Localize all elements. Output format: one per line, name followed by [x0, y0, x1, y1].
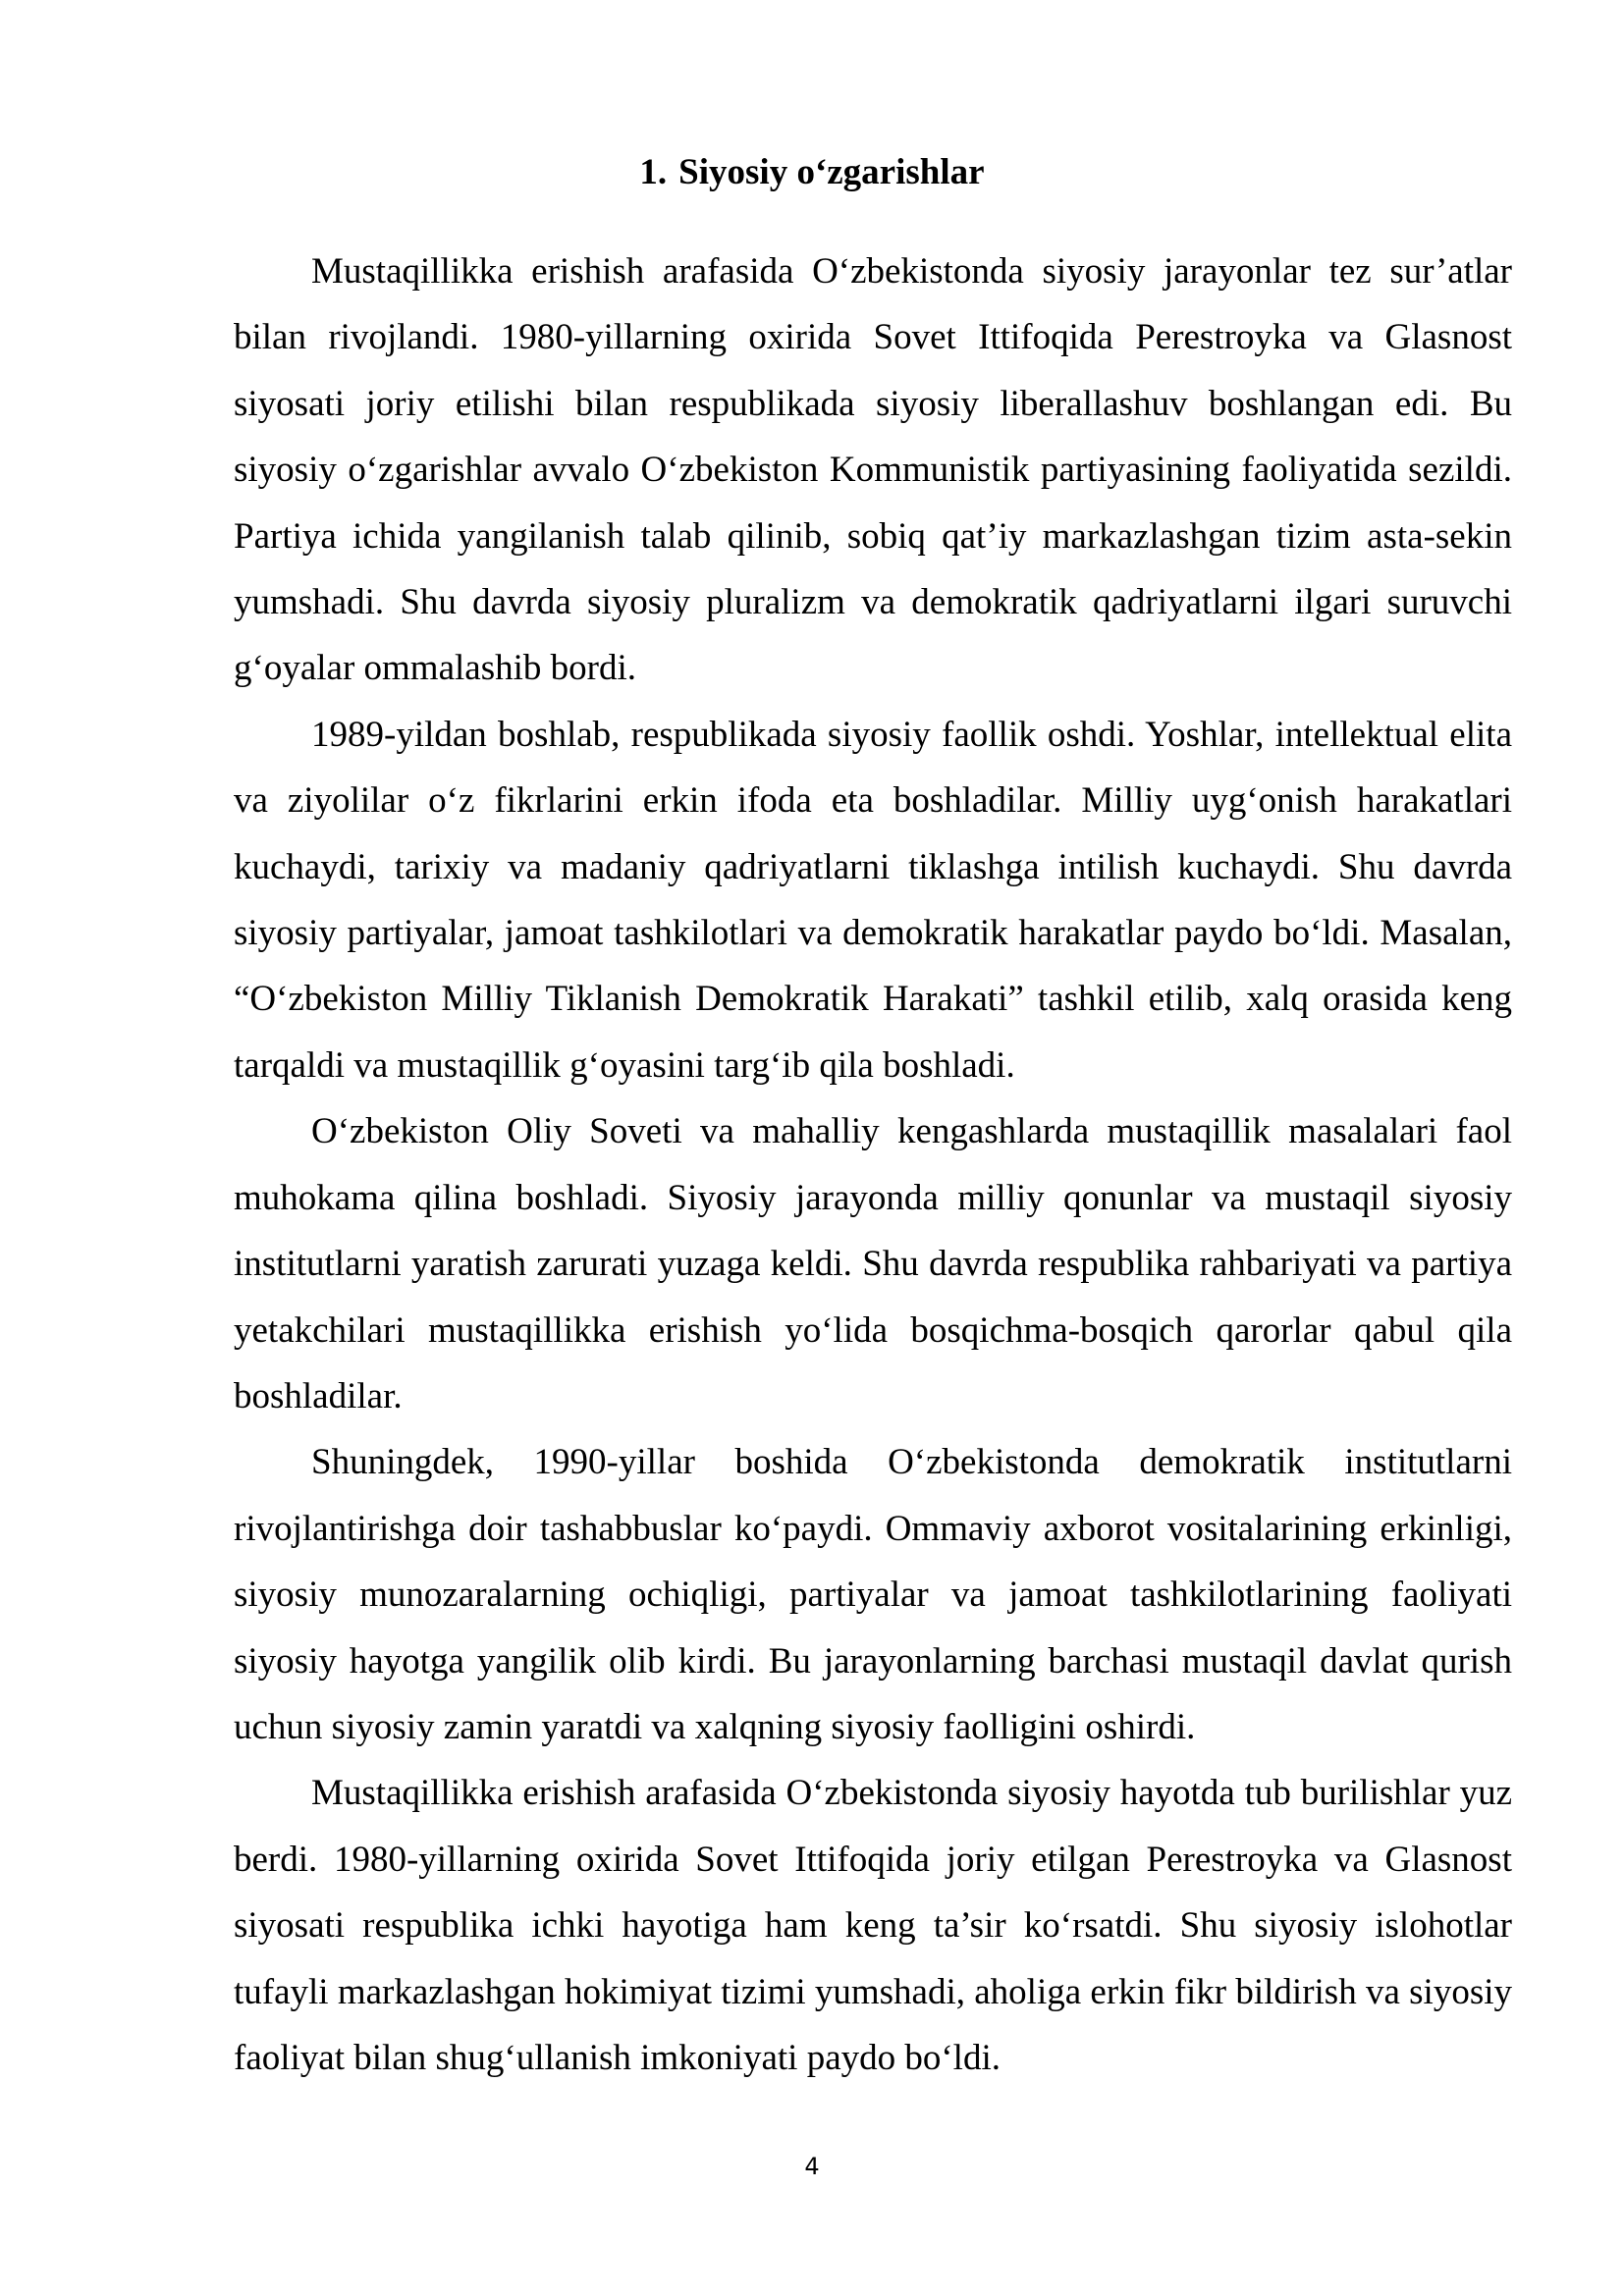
section-number: 1. — [639, 152, 668, 192]
section-heading — [0, 151, 1624, 194]
paragraph-5: Mustaqillikka erishish arafasida O‘zbekistonda siyosiy hayotda tub burilishlar yuz berdi. 1980-yillarning oxirida Sovet Ittifoqida joriy etilgan Perestroyka va Glasnost siyosati respublika ichki hayotiga ham keng ta’sir ko‘rsatdi. Shu siyosiy islohotlar tufayli markazlashgan hokimiyat tizimi yumshadi, aholiga erkin fikr bildirish va siyosiy faoliyat bilan shug‘ullanish imkoniyati paydo bo‘ldi. — [234, 1773, 1512, 2078]
page-number: 4 — [804, 2153, 820, 2180]
paragraph-4: Shuningdek, 1990-yillar boshida O‘zbekistonda demokratik institutlarni rivojlantirishga doir tashabbuslar ko‘paydi. Ommaviy axborot vositalarining erkinligi, siyosiy munozaralarning ochiqligi, partiyalar va jamoat tashkilotlarining faoliyati siyosiy hayotga yangilik olib kirdi. Bu jarayonlarning barchasi mustaqil davlat qurish uchun siyosiy zamin yaratdi va xalqning siyosiy faolligini oshirdi. — [234, 1442, 1512, 1747]
paragraph-2: 1989-yildan boshlab, respublikada siyosiy faollik oshdi. Yoshlar, intellektual elita va ziyolilar o‘z fikrlarini erkin ifoda eta boshladilar. Milliy uyg‘onish harakatlari kuchaydi, tarixiy va madaniy qadriyatlarni tiklashga intilish kuchaydi. Shu davrda siyosiy partiyalar, jamoat tashkilotlari va demokratik harakatlar paydo bo‘ldi. Masalan, “O‘zbekiston Milliy Tiklanish Demokratik Harakati” tashkil etilib, xalq orasida keng tarqaldi va mustaqillik g‘oyasini targ‘ib qila boshladi. — [234, 714, 1512, 1086]
body-text — [234, 239, 1512, 2091]
paragraph-3: O‘zbekiston Oliy Soveti va mahalliy kengashlarda mustaqillik masalalari faol muhokama qilina boshladi. Siyosiy jarayonda milliy qonunlar va mustaqil siyosiy institutlarni yaratish zarurati yuzaga keldi. Shu davrda respublika rahbariyati va partiya yetakchilari mustaqillikka erishish yo‘lida bosqichma-bosqich qarorlar qabul qila boshladilar. — [234, 1111, 1512, 1416]
section-title: Siyosiy o‘zgarishlar — [678, 152, 985, 192]
paragraph-1: Mustaqillikka erishish arafasida O‘zbekistonda siyosiy jarayonlar tez sur’atlar bilan rivojlandi. 1980-yillarning oxirida Sovet Ittifoqida Perestroyka va Glasnost siyosati joriy etilishi bilan respublikada siyosiy liberallashuv boshlangan edi. Bu siyosiy o‘zgarishlar avvalo O‘zbekiston Kommunistik partiyasining faoliyatida sezildi. Partiya ichida yangilanish talab qilinib, sobiq qat’iy markazlashgan tizim asta-sekin yumshadi. Shu davrda siyosiy pluralizm va demokratik qadriyatlarni ilgari suruvchi g‘oyalar ommalashib bordi. — [234, 251, 1512, 689]
